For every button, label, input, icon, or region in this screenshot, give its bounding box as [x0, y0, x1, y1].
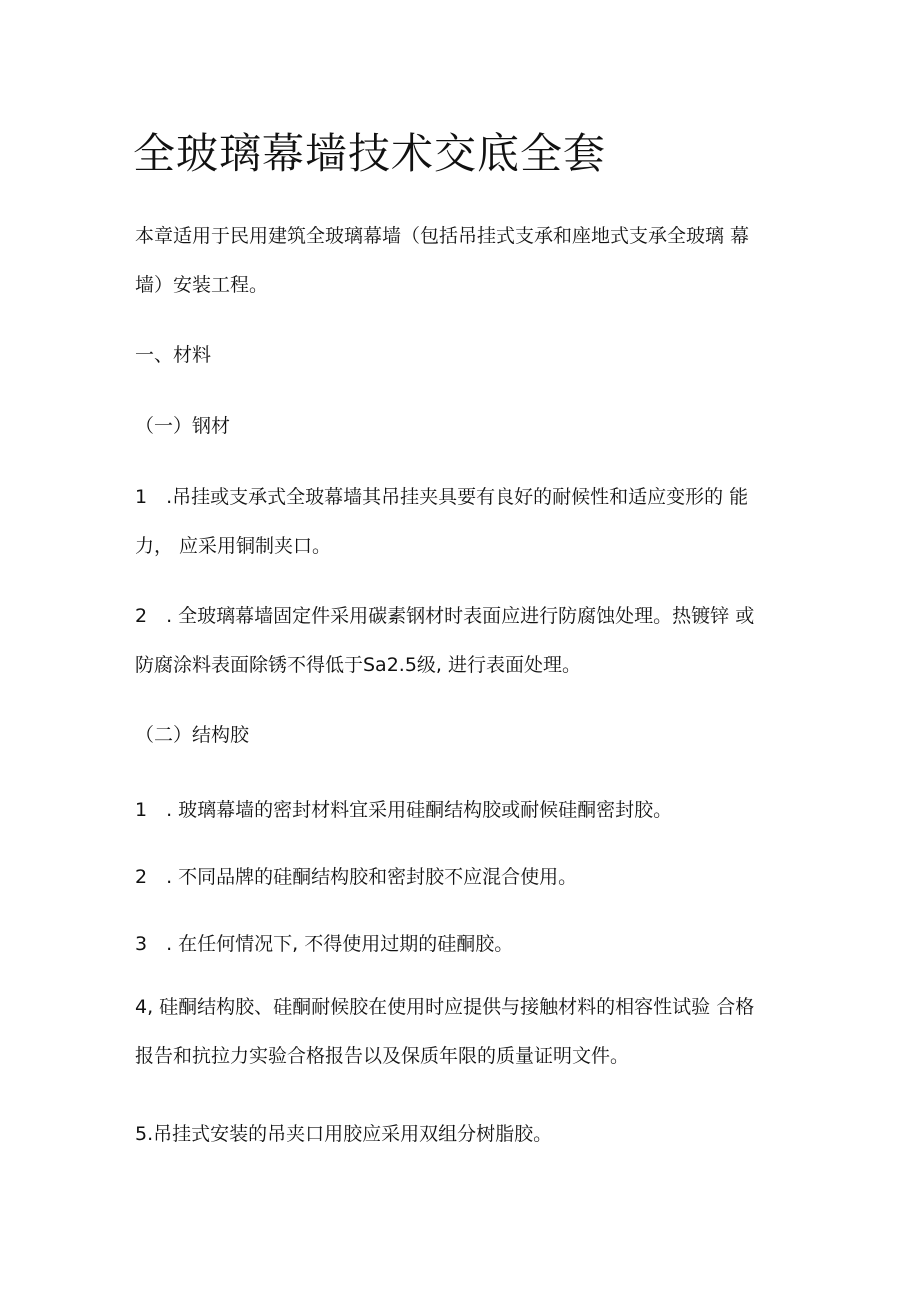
- subsection-heading-structural-adhesive: （二）结构胶: [135, 724, 250, 746]
- steel-item-1-line-2: 力， 应采用铜制夹口。: [135, 535, 332, 557]
- intro-line-1: 本章适用于民用建筑全玻璃幕墙（包括吊挂式支承和座地式支承全玻璃 幕: [135, 225, 750, 247]
- subsection-heading-steel: （一）钢材: [135, 415, 231, 437]
- steel-item-2-line-2: 防腐涂料表面除锈不得低于Sa2.5级, 进行表面处理。: [135, 654, 582, 676]
- steel-item-2-line-1: 2 . 全玻璃幕墙固定件采用碳素钢材时表面应进行防腐蚀处理。热镀锌 或: [135, 605, 755, 627]
- adhesive-item-4-line-1: 4, 硅酮结构胶、硅酮耐候胶在使用时应提供与接触材料的相容性试验 合格: [135, 996, 755, 1018]
- document-title: 全玻璃幕墙技术交底全套: [133, 129, 607, 178]
- adhesive-item-3: 3 . 在任何情况下, 不得使用过期的硅酮胶。: [135, 933, 514, 955]
- intro-line-2: 墙）安装工程。: [135, 274, 269, 296]
- steel-item-1-line-1: 1 .吊挂或支承式全玻幕墙其吊挂夹具要有良好的耐候性和适应变形的 能: [135, 486, 749, 508]
- adhesive-item-1: 1 . 玻璃幕墙的密封材料宜采用硅酮结构胶或耐候硅酮密封胶。: [135, 799, 673, 821]
- section-heading-materials: 一、材料: [135, 344, 212, 366]
- adhesive-item-2: 2 . 不同品牌的硅酮结构胶和密封胶不应混合使用。: [135, 866, 578, 888]
- adhesive-item-5: 5.吊挂式安装的吊夹口用胶应采用双组分树脂胶。: [135, 1123, 553, 1145]
- adhesive-item-4-line-2: 报告和抗拉力实验合格报告以及保质年限的质量证明文件。: [135, 1045, 630, 1067]
